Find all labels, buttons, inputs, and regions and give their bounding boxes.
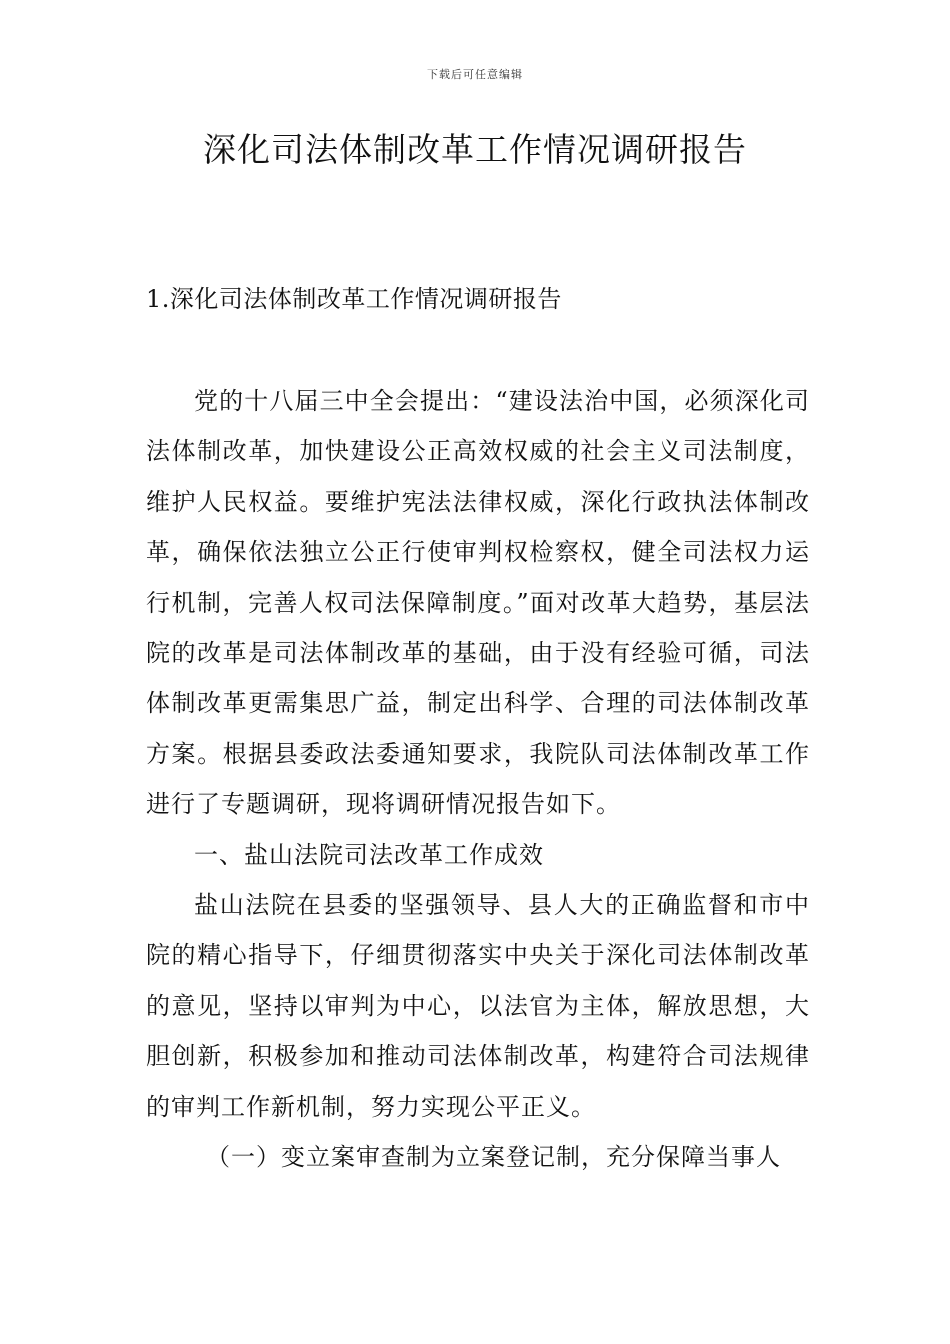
document-title: 深化司法体制改革工作情况调研报告 [203, 130, 747, 169]
section-heading: 一、盐山法院司法改革工作成效 [194, 840, 544, 869]
header-note: 下载后可任意编辑 [427, 68, 523, 81]
document-subtitle: 1.深化司法体制改革工作情况调研报告 [146, 285, 562, 313]
paragraph-intro: 党的十八届三中全会提出：“建设法治中国，必须深化司法体制改革，加快建设公正高效权威的社会主义司法制度，维护人民权益。要维护宪法法律权威，深化行政执法体制改革，确保依法独立公正行使审判权检察权，健全司法权力运行机制，完善人权司法保障制度。”面对改革大趋势，基层法院的改革是司法体制改革的基础，由于没有经验可循，司法体制改革更需集思广益，制定出科学、合理的司法体制改革方案。根据县委政法委通知要求，我院队司法体制改革工作进行了专题调研，现将调研情况报告如下。 [146, 387, 810, 819]
subsection-heading: （一）变立案审查制为立案登记制，充分保障当事人 [206, 1143, 781, 1172]
document-body [146, 376, 810, 1183]
paragraph-section-one: 盐山法院在县委的坚强领导、县人大的正确监督和市中院的精心指导下，仔细贯彻落实中央关于深化司法体制改革的意见，坚持以审判为中心，以法官为主体，解放思想，大胆创新，积极参加和推动司法体制改革，构建符合司法规律的审判工作新机制，努力实现公平正义。 [146, 891, 810, 1121]
